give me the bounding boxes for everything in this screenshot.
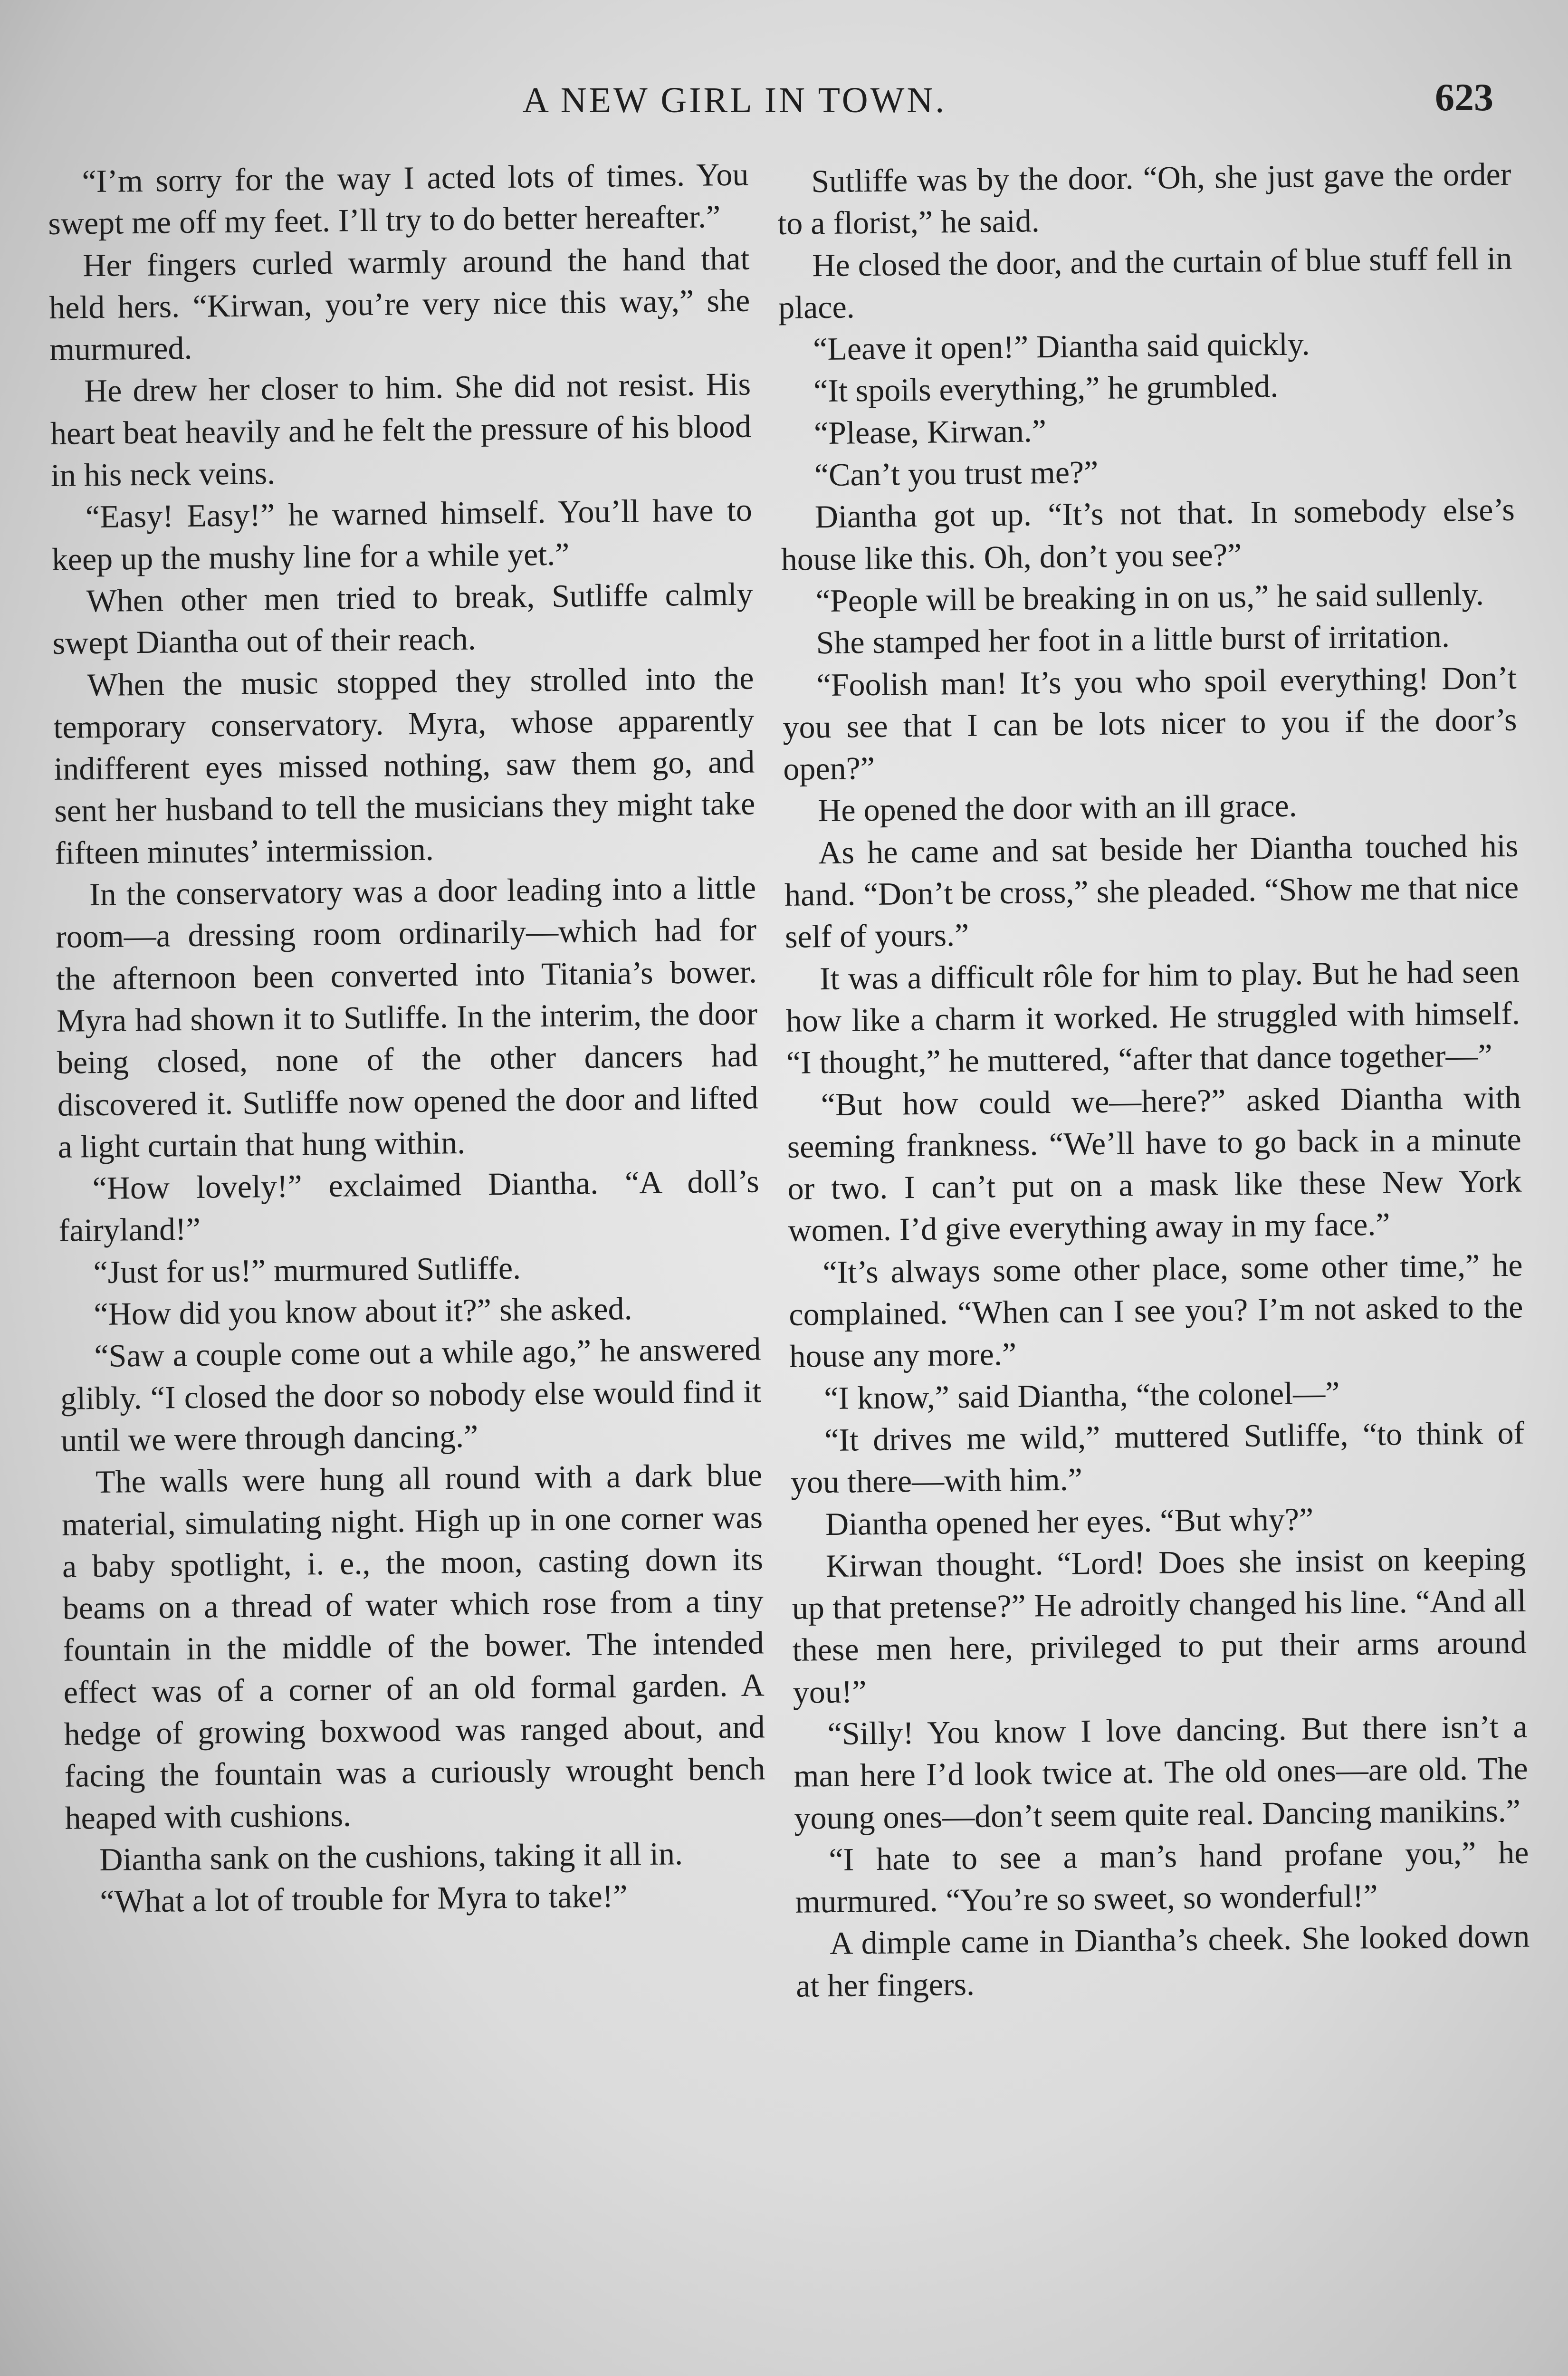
paragraph: “Please, Kirwan.” [813,412,1047,451]
paragraph: Diantha got up. “It’s not that. In somebody else’s house like this. Oh, don’t you see?” [781,491,1515,577]
paragraph: The walls were hung all round with a dark blue material, simulating night. High up in one corner was a baby spotlight, i. e., the moon, casting down its beams on a thread of water which rose from a tiny fountain in the middle of the bower. The intended effect was of a corner of an old formal garden. A hedge of growing boxwood was ranged about, and facing the fountain was a curiously wrought bench heaped with cushions. [61,1456,765,1836]
page-number: 623 [1435,76,1493,119]
paragraph: “People will be breaking in on us,” he said sullenly. [815,575,1484,619]
paragraph: “I’m sorry for the way I acted lots of times. You swept me off my feet. I’ll try to do better hereafter.” [48,156,749,242]
paragraph: “How did you know about it?” she asked. [94,1290,632,1332]
paragraph: She stamped her foot in a little burst of irritation. [816,618,1450,661]
paragraph: Kirwan thought. “Lord! Does she insist on keeping up that pretense?” He adroitly changed his line. “And all these men here, privileged to put their arms around you!” [792,1540,1527,1710]
paragraph: He opened the door with an ill grace. [817,787,1297,829]
paragraph: As he came and sat beside her Diantha touched his hand. “Don’t be cross,” she pleaded. “Show me that nice self of yours.” [784,827,1519,955]
paragraph: “It’s always some other place, some other time,” he complained. “When can I see you? I’m not asked to the house any more.” [789,1246,1523,1375]
paragraph: Her fingers curled warmly around the hand that held hers. “Kirwan, you’re very nice this way,” she murmured. [48,240,750,368]
paragraph: Diantha opened her eyes. “But why?” [825,1500,1314,1542]
paragraph: “What a lot of trouble for Myra to take!” [99,1878,628,1920]
paragraph: When the music stopped they strolled into the temporary conservatory. Myra, whose apparently indifferent eyes missed nothing, saw them go, and sent her husband to tell the musicians they might take fifteen minutes’ intermission. [53,660,755,871]
paragraph: “Can’t you trust me?” [814,454,1099,493]
paragraph: “I hate to see a man’s hand profane you,” he murmured. “You’re so sweet, so wonderful!” [794,1834,1529,1920]
running-title: A NEW GIRL IN TOWN. [523,80,947,120]
paragraph: He closed the door, and the curtain of blue stuff fell in place. [778,240,1512,326]
running-head [0,76,1568,137]
paragraph: Sutliffe was by the door. “Oh, she just gave the order to a florist,” he said. [777,155,1511,242]
paragraph: In the conservatory was a door leading into a little room—a dressing room ordinarily—which had for the afternoon been converted into Titania’s bower. Myra had shown it to Sutliffe. In the interim, the door being closed, none of the other dancers had discovered it. Sutliffe now opened the door and lifted a light curtain that hung within. [55,869,759,1165]
paragraph: “Easy! Easy!” he warned himself. You’ll have to keep up the mushy line for a while yet.” [51,491,753,577]
paragraph: “It drives me wild,” muttered Sutliffe, “to think of you there—with him.” [790,1414,1525,1501]
paragraph: “I know,” said Diantha, “the colonel—” [823,1374,1340,1416]
paragraph: “Saw a couple come out a while ago,” he answered glibly. “I closed the door so nobody else would find it until we were through dancing.” [60,1331,762,1458]
paragraph: “Just for us!” murmured Sutliffe. [93,1249,521,1290]
paragraph: “Foolish man! It’s you who spoil everything! Don’t you see that I can be lots nicer to you if the door’s open?” [783,659,1517,787]
paragraph: It was a difficult rôle for him to play. But he had seen how like a charm it worked. He struggled with himself. “I thought,” he muttered, “after that dance together—” [785,953,1520,1081]
left-column [48,153,767,1923]
paragraph: Diantha sank on the cushions, taking it all in. [99,1835,683,1878]
paragraph: “Silly! You know I love dancing. But there isn’t a man here I’d look twice at. The old ones—are old. The young ones—don’t seem quite real. Dancing manikins.” [794,1708,1528,1836]
paragraph: “It spoils everything,” he grumbled. [813,368,1279,409]
paragraph: A dimple came in Diantha’s cheek. She looked down at her fingers. [795,1918,1530,2004]
paragraph: “How lovely!” exclaimed Diantha. “A doll’s fairyland!” [58,1163,759,1249]
paragraph: He drew her closer to him. She did not resist. His heart beat heavily and he felt the pressure of his blood in his neck veins. [50,366,752,494]
paragraph: When other men tried to break, Sutliffe calmly swept Diantha out of their reach. [52,575,754,661]
paragraph: “Leave it open!” Diantha said quickly. [813,326,1310,367]
paragraph: “But how could we—here?” asked Diantha with seeming frankness. “We’ll have to go back in a minute or two. I can’t put on a mask like these New York women. I’d give everything away in my face.” [787,1079,1522,1249]
right-column [777,153,1530,2007]
